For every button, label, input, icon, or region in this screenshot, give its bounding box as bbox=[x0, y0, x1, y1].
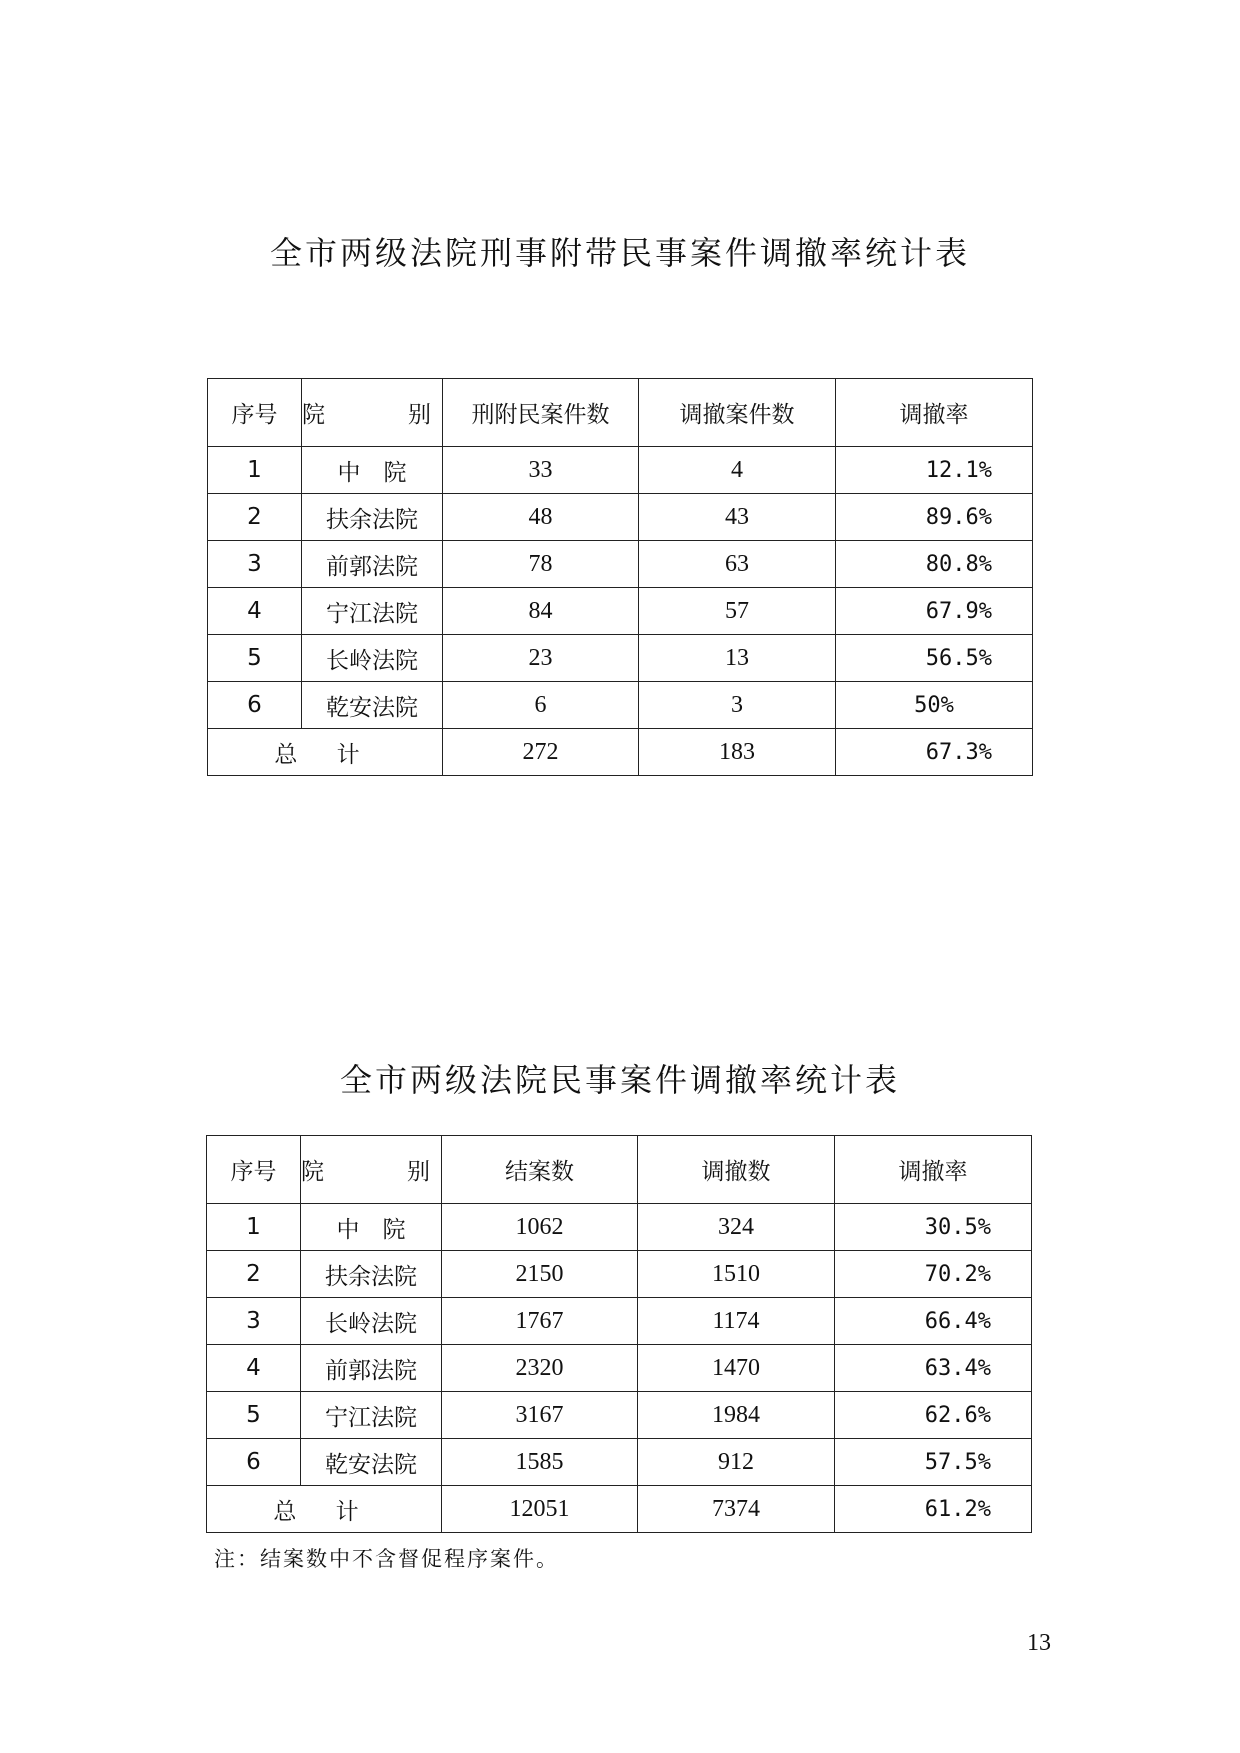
page-number: 13 bbox=[1027, 1630, 1051, 1656]
civil-mediation-table bbox=[206, 1135, 1032, 1533]
cell-cases: 3167 bbox=[442, 1392, 638, 1439]
header-rate: 调撤率 bbox=[836, 379, 1033, 447]
cell-cases: 33 bbox=[443, 447, 639, 494]
cell-mediated: 1174 bbox=[638, 1298, 835, 1345]
cell-rate: 80.8% bbox=[836, 541, 1033, 588]
cell-court: 乾安法院 bbox=[301, 1439, 442, 1486]
cell-mediated: 43 bbox=[639, 494, 836, 541]
cell-mediated: 1984 bbox=[638, 1392, 835, 1439]
header-court: 院 别 bbox=[302, 379, 443, 447]
cell-seq: 1 bbox=[207, 1204, 301, 1251]
cell-seq: 5 bbox=[207, 1392, 301, 1439]
cell-seq: 5 bbox=[208, 635, 302, 682]
cell-rate: 50% bbox=[836, 682, 1033, 729]
table-row bbox=[208, 494, 1033, 541]
header-mediated: 调撤案件数 bbox=[639, 379, 836, 447]
table-row bbox=[207, 1392, 1032, 1439]
cell-cases: 23 bbox=[443, 635, 639, 682]
table-total-row bbox=[207, 1486, 1032, 1533]
table-row bbox=[207, 1251, 1032, 1298]
cell-rate: 12.1% bbox=[836, 447, 1033, 494]
header-court: 院 别 bbox=[301, 1136, 442, 1204]
cell-mediated: 13 bbox=[639, 635, 836, 682]
table-row bbox=[208, 541, 1033, 588]
cell-rate: 70.2% bbox=[835, 1251, 1032, 1298]
table-note: 注：结案数中不含督促程序案件。 bbox=[214, 1547, 559, 1571]
cell-cases: 78 bbox=[443, 541, 639, 588]
total-mediated: 183 bbox=[639, 729, 836, 776]
cell-seq: 6 bbox=[207, 1439, 301, 1486]
cell-mediated: 57 bbox=[639, 588, 836, 635]
cell-mediated: 63 bbox=[639, 541, 836, 588]
cell-cases: 1062 bbox=[442, 1204, 638, 1251]
cell-seq: 2 bbox=[208, 494, 302, 541]
cell-rate: 63.4% bbox=[835, 1345, 1032, 1392]
cell-court: 中 院 bbox=[302, 447, 443, 494]
cell-seq: 4 bbox=[207, 1345, 301, 1392]
cell-rate: 67.9% bbox=[836, 588, 1033, 635]
table-row bbox=[208, 635, 1033, 682]
header-cases: 刑附民案件数 bbox=[443, 379, 639, 447]
table-row bbox=[207, 1345, 1032, 1392]
cell-rate: 66.4% bbox=[835, 1298, 1032, 1345]
cell-court: 宁江法院 bbox=[302, 588, 443, 635]
cell-mediated: 324 bbox=[638, 1204, 835, 1251]
cell-rate: 89.6% bbox=[836, 494, 1033, 541]
total-cases: 272 bbox=[443, 729, 639, 776]
table-row bbox=[207, 1298, 1032, 1345]
cell-seq: 2 bbox=[207, 1251, 301, 1298]
cell-seq: 1 bbox=[208, 447, 302, 494]
total-label: 总 计 bbox=[207, 1486, 442, 1533]
cell-mediated: 1470 bbox=[638, 1345, 835, 1392]
table-header-row bbox=[207, 1136, 1032, 1204]
table-row bbox=[208, 447, 1033, 494]
total-rate: 61.2% bbox=[835, 1486, 1032, 1533]
cell-court: 长岭法院 bbox=[302, 635, 443, 682]
header-seq: 序号 bbox=[208, 379, 302, 447]
cell-rate: 30.5% bbox=[835, 1204, 1032, 1251]
total-cases: 12051 bbox=[442, 1486, 638, 1533]
cell-rate: 57.5% bbox=[835, 1439, 1032, 1486]
table-header-row bbox=[208, 379, 1033, 447]
table-row bbox=[207, 1204, 1032, 1251]
cell-cases: 2150 bbox=[442, 1251, 638, 1298]
cell-court: 扶余法院 bbox=[301, 1251, 442, 1298]
cell-rate: 62.6% bbox=[835, 1392, 1032, 1439]
cell-cases: 1585 bbox=[442, 1439, 638, 1486]
cell-seq: 3 bbox=[208, 541, 302, 588]
cell-court: 前郭法院 bbox=[302, 541, 443, 588]
cell-mediated: 3 bbox=[639, 682, 836, 729]
cell-court: 前郭法院 bbox=[301, 1345, 442, 1392]
cell-mediated: 4 bbox=[639, 447, 836, 494]
cell-court: 宁江法院 bbox=[301, 1392, 442, 1439]
cell-cases: 84 bbox=[443, 588, 639, 635]
header-seq: 序号 bbox=[207, 1136, 301, 1204]
cell-seq: 6 bbox=[208, 682, 302, 729]
cell-court: 扶余法院 bbox=[302, 494, 443, 541]
cell-court: 乾安法院 bbox=[302, 682, 443, 729]
total-label: 总 计 bbox=[208, 729, 443, 776]
cell-cases: 1767 bbox=[442, 1298, 638, 1345]
cell-cases: 48 bbox=[443, 494, 639, 541]
table2-title: 全市两级法院民事案件调撤率统计表 bbox=[339, 1061, 900, 1099]
cell-rate: 56.5% bbox=[836, 635, 1033, 682]
cell-court: 长岭法院 bbox=[301, 1298, 442, 1345]
table-total-row bbox=[208, 729, 1033, 776]
cell-mediated: 912 bbox=[638, 1439, 835, 1486]
table-row bbox=[207, 1439, 1032, 1486]
cell-cases: 6 bbox=[443, 682, 639, 729]
table1-title: 全市两级法院刑事附带民事案件调撤率统计表 bbox=[269, 234, 970, 272]
cell-seq: 4 bbox=[208, 588, 302, 635]
header-cases: 结案数 bbox=[442, 1136, 638, 1204]
header-mediated: 调撤数 bbox=[638, 1136, 835, 1204]
table-row bbox=[208, 682, 1033, 729]
table-row bbox=[208, 588, 1033, 635]
cell-cases: 2320 bbox=[442, 1345, 638, 1392]
header-rate: 调撤率 bbox=[835, 1136, 1032, 1204]
total-rate: 67.3% bbox=[836, 729, 1033, 776]
cell-seq: 3 bbox=[207, 1298, 301, 1345]
total-mediated: 7374 bbox=[638, 1486, 835, 1533]
cell-court: 中 院 bbox=[301, 1204, 442, 1251]
criminal-civil-mediation-table bbox=[207, 378, 1033, 776]
cell-mediated: 1510 bbox=[638, 1251, 835, 1298]
